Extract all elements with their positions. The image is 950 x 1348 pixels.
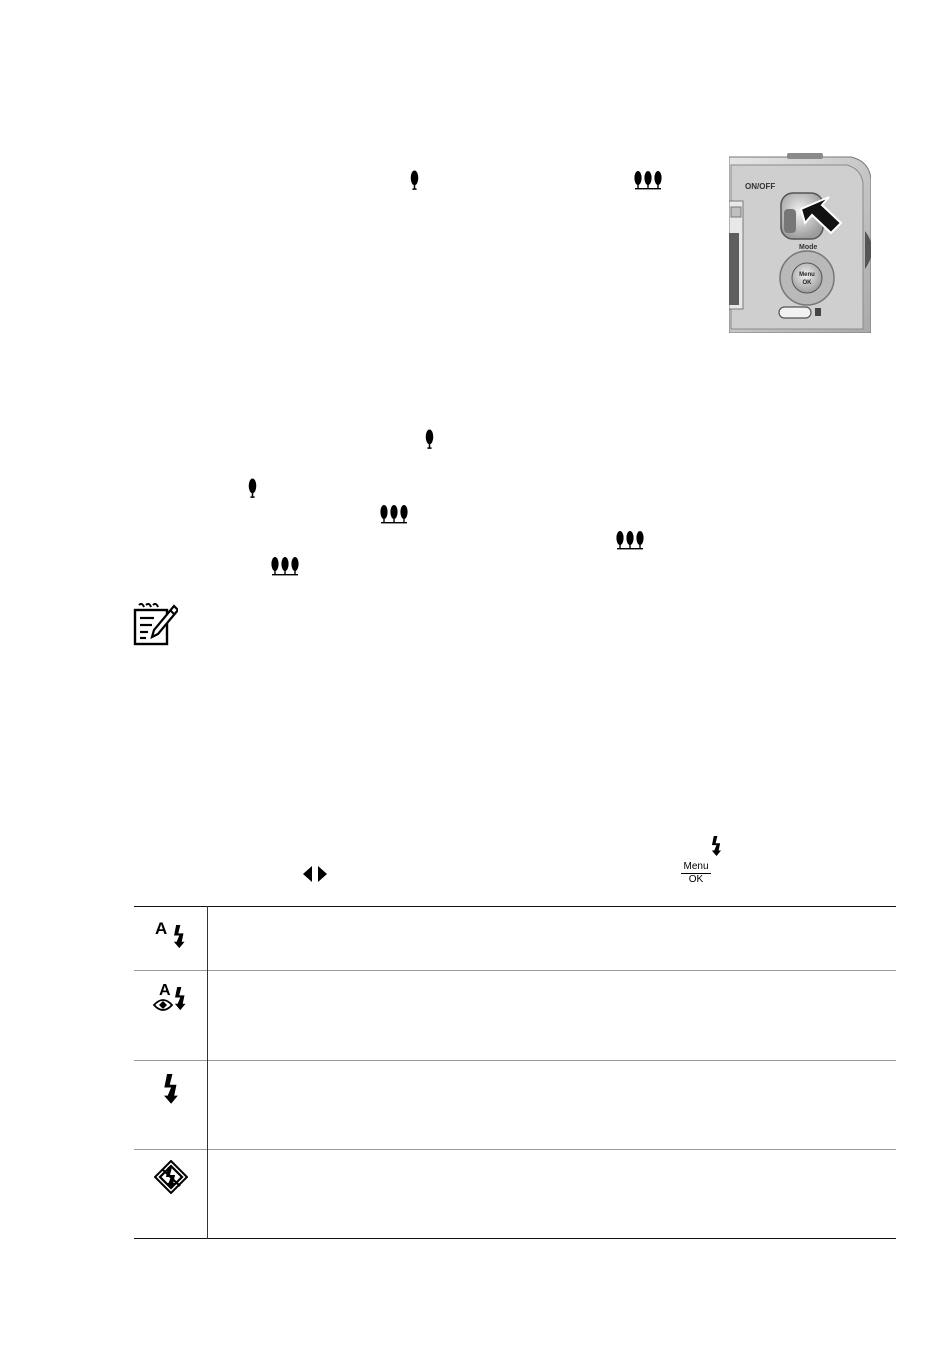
left-right-arrows-icon	[302, 865, 328, 883]
table-row	[134, 1072, 207, 1106]
three-trees-icon	[634, 170, 662, 191]
auto-flash-red-eye-icon	[152, 980, 190, 1016]
flash-on-icon	[161, 1072, 181, 1106]
auto-flash-icon	[153, 918, 189, 950]
menu-ok-button-icon	[681, 861, 711, 885]
menu-ok-bottom: OK	[688, 874, 704, 885]
table-bottom-rule	[134, 1238, 896, 1239]
table-row-divider	[134, 1060, 896, 1061]
menu-ok-top: Menu	[681, 861, 711, 874]
camera-mode-label: Mode	[799, 244, 818, 251]
table-top-rule	[134, 906, 896, 907]
camera-menu-label: Menu	[799, 272, 815, 278]
three-trees-icon	[380, 504, 408, 525]
tree-icon	[248, 478, 257, 499]
camera-zoom-lever-photo	[729, 153, 871, 333]
three-trees-icon	[616, 530, 644, 551]
table-row	[134, 980, 207, 1016]
svg-text:A: A	[158, 982, 171, 999]
table-row	[134, 1160, 207, 1194]
table-row	[134, 918, 207, 950]
table-column-divider	[207, 906, 208, 1239]
tree-icon	[425, 429, 434, 450]
note-pencil-icon	[132, 602, 178, 648]
flash-off-icon	[154, 1160, 188, 1194]
camera-ok-label: OK	[802, 280, 812, 286]
table-row-divider	[134, 970, 896, 971]
camera-power-label: ON/OFF	[745, 182, 776, 191]
svg-text:A: A	[154, 919, 167, 938]
flash-settings-table	[134, 906, 896, 1239]
three-trees-icon	[271, 556, 299, 577]
flash-bolt-icon	[711, 836, 722, 856]
table-row-divider	[134, 1149, 896, 1150]
tree-icon	[410, 170, 419, 191]
